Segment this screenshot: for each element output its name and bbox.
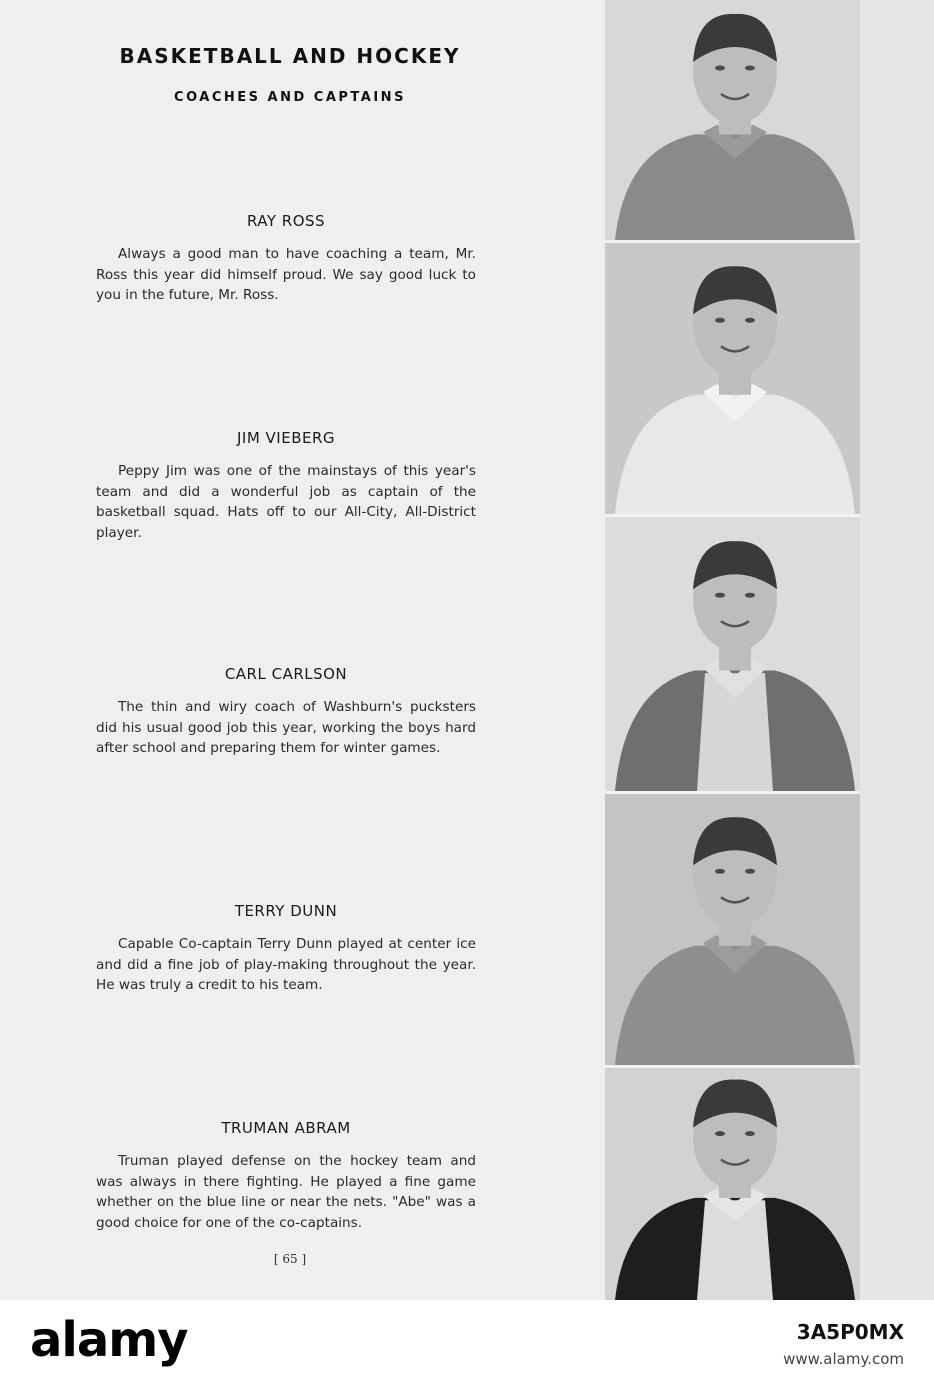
entry-bio: The thin and wiry coach of Washburn's pucksters did his usual good job this year, working the boys hard after school and preparing them for winter games. [96,699,476,756]
portrait-drawing [605,243,860,514]
entry-bio: Truman played defense on the hockey team and was always in there fighting. He played a fine game whether on the blue line or near the nets. "Abe" was a good choice for one of the co-captains. [96,1153,476,1231]
portrait-photo [605,243,860,517]
left-eye [715,869,725,874]
portrait-photo [605,794,860,1068]
left-eye [715,593,725,598]
right-eye [745,66,755,71]
entry-name: JIM VIEBERG [236,429,336,447]
entry-bio: Always a good man to have coaching a team, Mr. Ross this year did himself proud. We say good luck to you in the future, Mr. Ross. [96,246,476,303]
right-eye [745,318,755,323]
entry-ray-ross [96,212,476,306]
portrait-drawing [605,0,860,240]
watermark-info [783,1320,904,1368]
portrait-drawing [605,517,860,791]
portrait-drawing [605,1068,860,1300]
right-eye [745,593,755,598]
entry-name: RAY ROSS [246,212,326,230]
left-eye [715,318,725,323]
portrait-photo [605,517,860,794]
entry-jim-vieberg [96,429,476,543]
entry-bio: Capable Co-captain Terry Dunn played at center ice and did a fine job of play-making throughout the year. He was truly a credit to his team. [96,936,476,993]
portrait-drawing [605,794,860,1065]
portrait-photo [605,0,860,243]
right-eye [745,869,755,874]
page-title: BASKETBALL AND HOCKEY [119,44,461,68]
entry-carl-carlson [96,665,476,759]
watermark-url: www.alamy.com [783,1350,904,1368]
left-eye [715,1131,725,1136]
entry-name: TRUMAN ABRAM [221,1119,351,1137]
entry-truman-abram [96,1119,476,1233]
entry-name: TERRY DUNN [234,902,338,920]
image-id: 3A5P0MX [796,1320,904,1344]
entry-bio: Peppy Jim was one of the mainstays of this year's team and did a wonderful job as captain of the basketball squad. Hats off to our All-City, All-District player. [96,463,476,541]
entry-name: CARL CARLSON [224,665,348,683]
portrait-column [605,0,860,1300]
page-subtitle: COACHES AND CAPTAINS [174,90,406,105]
left-eye [715,66,725,71]
portrait-photo [605,1068,860,1300]
page-number: [ 65 ] [273,1252,307,1266]
page-edge [860,0,934,1300]
alamy-logo: alamy [30,1312,188,1368]
entry-terry-dunn [96,902,476,996]
right-eye [745,1131,755,1136]
